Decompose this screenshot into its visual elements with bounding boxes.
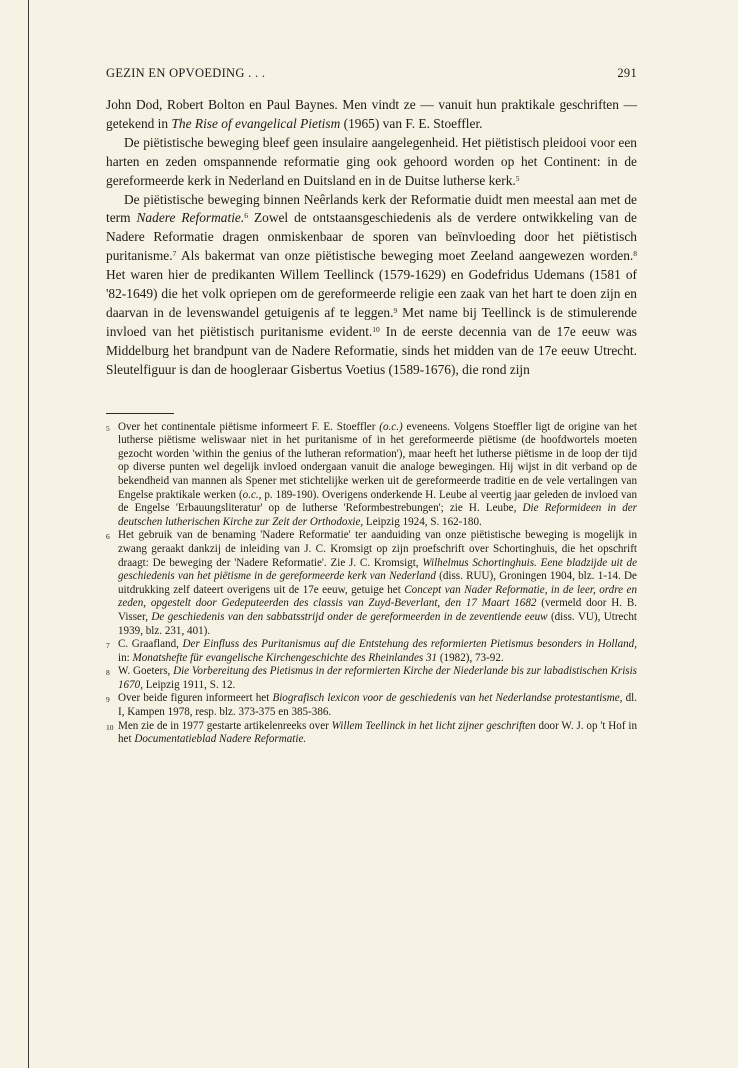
text-run: John Dod, Robert Bolton en Paul Baynes. Men vindt ze — vanuit hun praktikale geschriften — getekend in bbox=[106, 97, 637, 131]
footnote bbox=[106, 692, 637, 719]
footnote-text bbox=[118, 665, 637, 692]
text-run: in: bbox=[118, 651, 133, 664]
italic-text-run: Wilhelmus Schortinghuis. Eene bladzijde uit de geschiedenis van het piëtisme in de gereformeerde kerk van Nederland bbox=[118, 556, 637, 583]
paragraph bbox=[106, 134, 637, 191]
paragraph bbox=[106, 96, 637, 134]
text-run: Het waren hier de predikanten Willem Teellinck (1579-1629) en Godefridus Udemans (1581 of '82-1649) die het volk opriepen om de gereformeerde religie een zaak van het hart te doen zijn en daarvan in de levenswandel getuigenis af te leggen. bbox=[106, 267, 637, 320]
book-page bbox=[106, 66, 637, 747]
text-run: De piëtistische beweging bleef geen insulaire aangelegenheid. Het piëtistisch pleidooi voor een harten en zeden omspannende reformatie ging ook gehoord worden op het Continent: in de gereformeerde kerk in Nederland en Duitsland en in de Duitse lutherse kerk. bbox=[106, 134, 637, 188]
footnote-number: 7 bbox=[106, 641, 110, 651]
footnote bbox=[106, 665, 637, 692]
italic-text-run: Willem Teellinck in het licht zijner geschriften bbox=[331, 719, 536, 732]
text-run: Met name bij Teellinck is de stimulerende invloed van het piëtistisch puritanisme evident. bbox=[106, 304, 637, 339]
footnote-ref: 8 bbox=[633, 249, 637, 259]
running-header bbox=[106, 66, 637, 81]
text-run: Leipzig 1924, S. 162-180. bbox=[363, 515, 482, 528]
footnote-number: 5 bbox=[106, 423, 110, 433]
main-text bbox=[106, 96, 637, 380]
text-run: In de eerste decennia van de 17e eeuw was Middelburg het brandpunt van de Nadere Reformatie, sinds het midden van de 17e eeuw Utrecht. Sleutelfiguur is dan de hoogleraar Gisbertus Voetius (1589-1676), die rond zijn bbox=[106, 323, 637, 377]
footnote-separator bbox=[106, 413, 174, 414]
footnote-ref: 6 bbox=[244, 211, 248, 221]
italic-text-run: Biografisch lexicon voor de geschiedenis van het Nederlandse protestantisme, bbox=[272, 692, 623, 705]
italic-text-run: Der Einfluss des Puritanismus auf die Entstehung des reformierten Pietismus besonders in Holland, bbox=[182, 638, 637, 651]
footnote-text bbox=[118, 692, 637, 719]
footnote bbox=[106, 421, 637, 530]
italic-text-run: The Rise of evangelical Pietism bbox=[171, 115, 341, 131]
text-run: Als bakermat van onze piëtistische beweging moet Zeeland aangewezen worden. bbox=[176, 248, 634, 264]
footnote bbox=[106, 638, 637, 665]
binding-edge-line bbox=[28, 0, 29, 1068]
footnote-text bbox=[118, 421, 637, 530]
footnote-number: 10 bbox=[106, 722, 114, 732]
text-run: dl. I, Kampen 1978, resp. blz. 373-375 en 385-386. bbox=[118, 692, 637, 719]
text-run: (1965) van F. E. Stoeffler. bbox=[340, 115, 483, 131]
italic-text-run: Concept van Nader Reformatie, in de leer, ordre en zeden, opgestelt door Gedeputeerden des classis van Zuyd-Beverlant, den 17 Maart 1682 bbox=[118, 583, 637, 610]
text-run: door W. J. op 't Hof in het bbox=[118, 719, 637, 746]
footnote-ref: 5 bbox=[515, 173, 520, 183]
footnotes bbox=[106, 421, 637, 747]
italic-text-run: Nadere Reformatie. bbox=[136, 210, 245, 226]
running-title: GEZIN EN OPVOEDING . . . bbox=[106, 66, 266, 80]
italic-text-run: Documentatieblad Nadere Reformatie. bbox=[134, 733, 307, 746]
italic-text-run: Monatshefte für evangelische Kirchengeschichte des Rheinlandes 31 bbox=[132, 651, 438, 664]
text-run: De piëtistische beweging binnen Neêrlands kerk der Reformatie duidt men meestal aan met de term bbox=[106, 191, 637, 226]
text-run: Leipzig 1911, S. 12. bbox=[142, 678, 236, 691]
italic-text-run: o.c., bbox=[242, 488, 262, 501]
footnote-text bbox=[118, 720, 637, 747]
text-run: Over beide figuren informeert het bbox=[118, 692, 273, 705]
text-run: Het gebruik van de benaming 'Nadere Reformatie' ter aanduiding van onze piëtistische beweging is mogelijk in zwang geraakt dankzij de inleiding van J. C. Kromsigt op zijn proefschrift over Schortinghuis, die het opschrift draagt: De beweging der 'Nadere Reformatie'. Zie J. C. Kromsigt, bbox=[118, 529, 637, 569]
text-run: C. Graafland, bbox=[118, 638, 183, 651]
italic-text-run: Die Reformideen in der deutschen lutherischen Kirche zur Zeit der Orthodoxie, bbox=[118, 502, 637, 528]
footnote-ref: 10 bbox=[372, 324, 380, 334]
footnote-ref: 9 bbox=[393, 305, 398, 315]
text-run: (diss. RUU), Groningen 1904, blz. 1-14. De uitdrukking zelf dateert overigens uit de 17e eeuw, getuige het bbox=[118, 570, 637, 596]
italic-text-run: Die Vorbereitung des Pietismus in der reformierten Kirche der Niederlande bis zur labadistischen Krisis 1670, bbox=[118, 665, 637, 691]
footnote-number: 8 bbox=[106, 668, 110, 678]
text-run: Zowel de ontstaansgeschiedenis als de verdere ontwikkeling van de Nadere Reformatie dragen onmiskenbaar de sporen van beïnvloeding door het piëtistisch puritanisme. bbox=[106, 210, 637, 264]
footnote-ref: 7 bbox=[172, 249, 177, 259]
text-run: p. 189-190). Overigens onderkende H. Leube al veertig jaar geleden de invloed van de Engelse 'Erbauungsliteratur' op de lutherse 'Reformbestrebungen'; zie H. Leube, bbox=[118, 488, 637, 515]
italic-text-run: De geschiedenis van den sabbatsstrijd onder de gereformeerden in de zeventiende eeuw bbox=[151, 610, 548, 623]
text-run: (vermeld door H. B. Visser, bbox=[118, 597, 638, 623]
text-run: Men zie de in 1977 gestarte artikelenreeks over bbox=[118, 719, 332, 732]
text-run: Over het continentale piëtisme informeert F. E. Stoeffler bbox=[118, 420, 380, 433]
footnote-text bbox=[118, 638, 637, 665]
paragraph bbox=[106, 191, 637, 380]
text-run: (diss. VU), Utrecht 1939, blz. 231, 401). bbox=[118, 610, 637, 637]
text-run: eveneens. Volgens Stoeffler ligt de origine van het lutherse piëtisme weliswaar niet in het puritanisme of in het gereformeerde piëtisme (de hoofdwortels moeten gezocht worden 'within the genius of the lutheran reformation'), maar heeft het lutherse piëtisme in de loop der tijd op diverse punten wel degelijk invloed ondergaan vanuit die analoge bewegingen. Hij wijst in dit verband op de bekendheid van mannen als Spener met stichtelijke werken uit de gereformeerde traditie en de vele vertalingen van Engelse praktikale werken ( bbox=[118, 420, 637, 501]
text-run: (1982), 73-92. bbox=[437, 651, 504, 664]
footnote bbox=[106, 720, 637, 747]
footnote-text bbox=[118, 529, 637, 638]
text-run: W. Goeters, bbox=[118, 665, 174, 678]
page-number: 291 bbox=[617, 66, 637, 80]
footnote bbox=[106, 529, 637, 638]
footnote-number: 9 bbox=[106, 695, 110, 705]
italic-text-run: (o.c.) bbox=[379, 420, 403, 433]
footnote-number: 6 bbox=[106, 532, 110, 542]
